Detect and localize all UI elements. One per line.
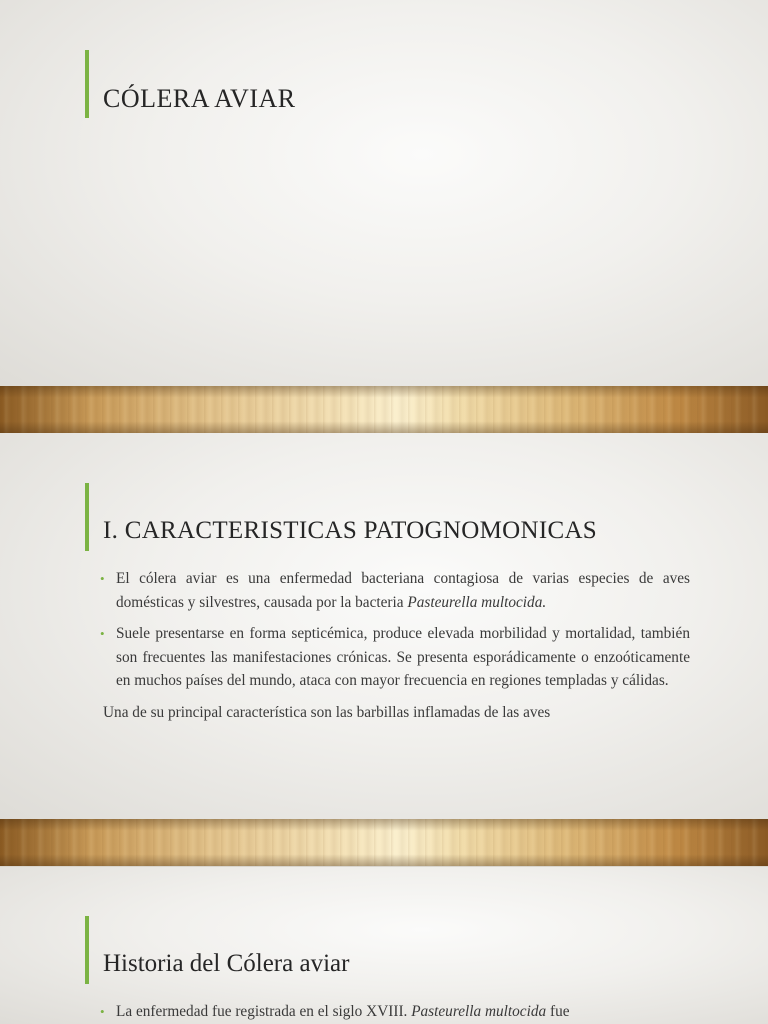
bullet-item: [100, 622, 690, 693]
bullet-icon: •: [100, 571, 105, 586]
wood-divider: [0, 386, 768, 433]
slide-title: CÓLERA AVIAR: [103, 84, 296, 113]
bullet-text: La enfermedad fue registrada en el siglo XVIII.: [116, 1003, 412, 1020]
title-accent-bar: [85, 50, 89, 118]
slide-title: I. CARACTERISTICAS PATOGNOMONICAS: [103, 517, 598, 544]
bullet-text-after: fue: [546, 1003, 570, 1020]
slide-3: [0, 867, 768, 1024]
bullet-item: [100, 567, 690, 614]
bullet-italic-text: Pasteurella multocida.: [407, 593, 547, 611]
wood-divider: [0, 819, 768, 866]
bullet-text: Suele presentarse en forma septicémica, produce elevada morbilidad y mortalidad, también son frecuentes las manifestaciones crónicas. Se presenta esporádicamente o enzoóticamente en muchos países del mundo, ataca con mayor frecuencia en regiones templadas y cálidas.: [116, 625, 690, 689]
slide-1: [0, 0, 768, 386]
bullet-item: [100, 1000, 690, 1024]
bullet-text: El cólera aviar es una enfermedad bacteriana contagiosa de varias especies de aves domésticas y silvestres, causada por la bacteria: [116, 570, 690, 611]
bullet-italic-text: Pasteurella multocida: [411, 1003, 547, 1020]
slide-body: [100, 567, 690, 724]
title-accent-bar: [85, 916, 89, 984]
bullet-icon: •: [100, 626, 105, 641]
body-note: Una de su principal característica son las barbillas inflamadas de las aves: [103, 703, 551, 721]
bullet-icon: •: [100, 1004, 105, 1019]
title-accent-bar: [85, 483, 89, 551]
slide-2: [0, 433, 768, 819]
slide-title: Historia del Cólera aviar: [103, 950, 350, 977]
slide-body: [100, 1000, 690, 1024]
